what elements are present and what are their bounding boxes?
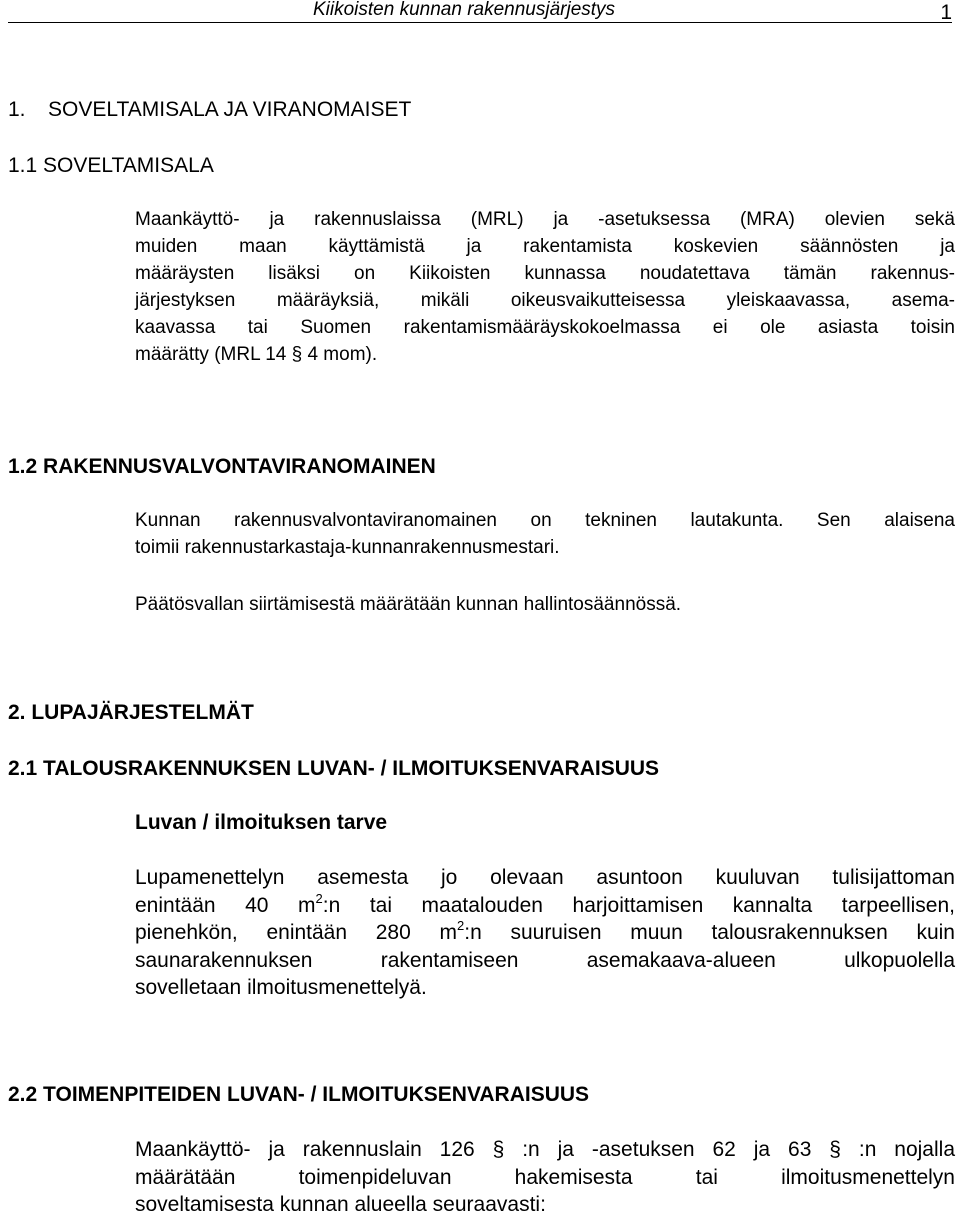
paragraph-line: saunarakennuksen rakentamiseen asemakaava-alueen ulkopuolella <box>135 948 955 972</box>
heading-number: 2. <box>8 701 26 724</box>
paragraph-line: Päätösvallan siirtämisestä määrätään kunnan hallintosäännössä. <box>135 594 682 615</box>
paragraph-line: Maankäyttö- ja rakennuslain 126 § :n ja -asetuksen 62 ja 63 § :n nojalla <box>135 1138 955 1161</box>
document-title: Kiikoisten kunnan rakennusjärjestys <box>313 0 616 20</box>
heading-number: 1.1 <box>8 154 38 177</box>
heading-section-1-1 <box>8 153 214 179</box>
paragraph-paatosvalta <box>135 591 955 618</box>
heading-title: TALOUSRAKENNUKSEN LUVAN- / ILMOITUKSENVARAISUUS <box>43 757 660 780</box>
paragraph-line <box>135 892 955 920</box>
page-header <box>8 0 952 23</box>
paragraph-line: soveltamisesta kunnan alueella seuraavasti: <box>135 1193 546 1216</box>
paragraph-line: toimii rakennustarkastaja-kunnanrakennusmestari. <box>135 537 560 558</box>
heading-title: TOIMENPITEIDEN LUVAN- / ILMOITUKSENVARAISUUS <box>43 1083 590 1106</box>
text-run: :n tai maatalouden harjoittamisen kannalta tarpeellisen, <box>322 893 955 917</box>
superscript: 2 <box>457 918 465 933</box>
heading-title: RAKENNUSVALVONTAVIRANOMAINEN <box>43 455 436 478</box>
heading-number: 2.2 <box>8 1083 38 1106</box>
paragraph-line: määrätään toimenpideluvan hakemisesta tai ilmoitusmenettelyn <box>135 1165 955 1189</box>
paragraph-line: sovelletaan ilmoitusmenettelyä. <box>135 976 427 999</box>
paragraph-line: määräysten lisäksi on Kiikoisten kunnassa noudatettava tämän rakennus- <box>135 263 955 284</box>
text-run: enintään 40 m <box>135 893 316 917</box>
paragraph-line: kaavassa tai Suomen rakentamismääräyskokoelmassa ei ole asiasta toisin <box>135 317 955 338</box>
page-number: 1 <box>940 1 952 24</box>
paragraph-line: Lupamenettelyn asemesta jo olevaan asuntoon kuuluvan tulisijattoman <box>135 866 955 889</box>
paragraph-line: Maankäyttö- ja rakennuslaissa (MRL) ja -asetuksessa (MRA) olevien sekä <box>135 209 955 230</box>
heading-title: LUPAJÄRJESTELMÄT <box>31 701 254 724</box>
heading-number: 2.1 <box>8 757 38 780</box>
heading-title: SOVELTAMISALA JA VIRANOMAISET <box>48 98 412 121</box>
heading-section-2 <box>8 700 254 726</box>
heading-title: SOVELTAMISALA <box>43 154 214 177</box>
paragraph-toimenpiteet <box>135 1136 955 1219</box>
superscript: 2 <box>315 890 323 906</box>
paragraph-line: Kunnan rakennusvalvontaviranomainen on tekninen lautakunta. Sen alaisena <box>135 510 955 531</box>
paragraph-line: määrätty (MRL 14 § 4 mom). <box>135 344 378 365</box>
paragraph-line: järjestyksen määräyksiä, mikäli oikeusvaikutteisessa yleiskaavassa, asema- <box>135 290 955 311</box>
text-run: pienehkön, enintään 280 m <box>135 921 457 944</box>
paragraph-line: muiden maan käyttämistä ja rakentamista koskevien säännösten ja <box>135 236 955 257</box>
paragraph-talousrakennus <box>135 864 955 1002</box>
paragraph-rakennusvalvonta <box>135 507 955 561</box>
heading-number: 1. <box>8 98 26 121</box>
heading-section-2-1 <box>8 756 659 782</box>
heading-section-1-2 <box>8 454 436 480</box>
text-run: :n suuruisen muun talousrakennuksen kuin <box>464 921 955 944</box>
paragraph-soveltamisala <box>135 206 955 368</box>
subheading-luvan-tarve: Luvan / ilmoituksen tarve <box>135 811 388 834</box>
paragraph-line <box>135 919 955 947</box>
heading-section-1 <box>8 97 411 123</box>
heading-section-2-2 <box>8 1082 589 1108</box>
heading-number: 1.2 <box>8 455 38 478</box>
